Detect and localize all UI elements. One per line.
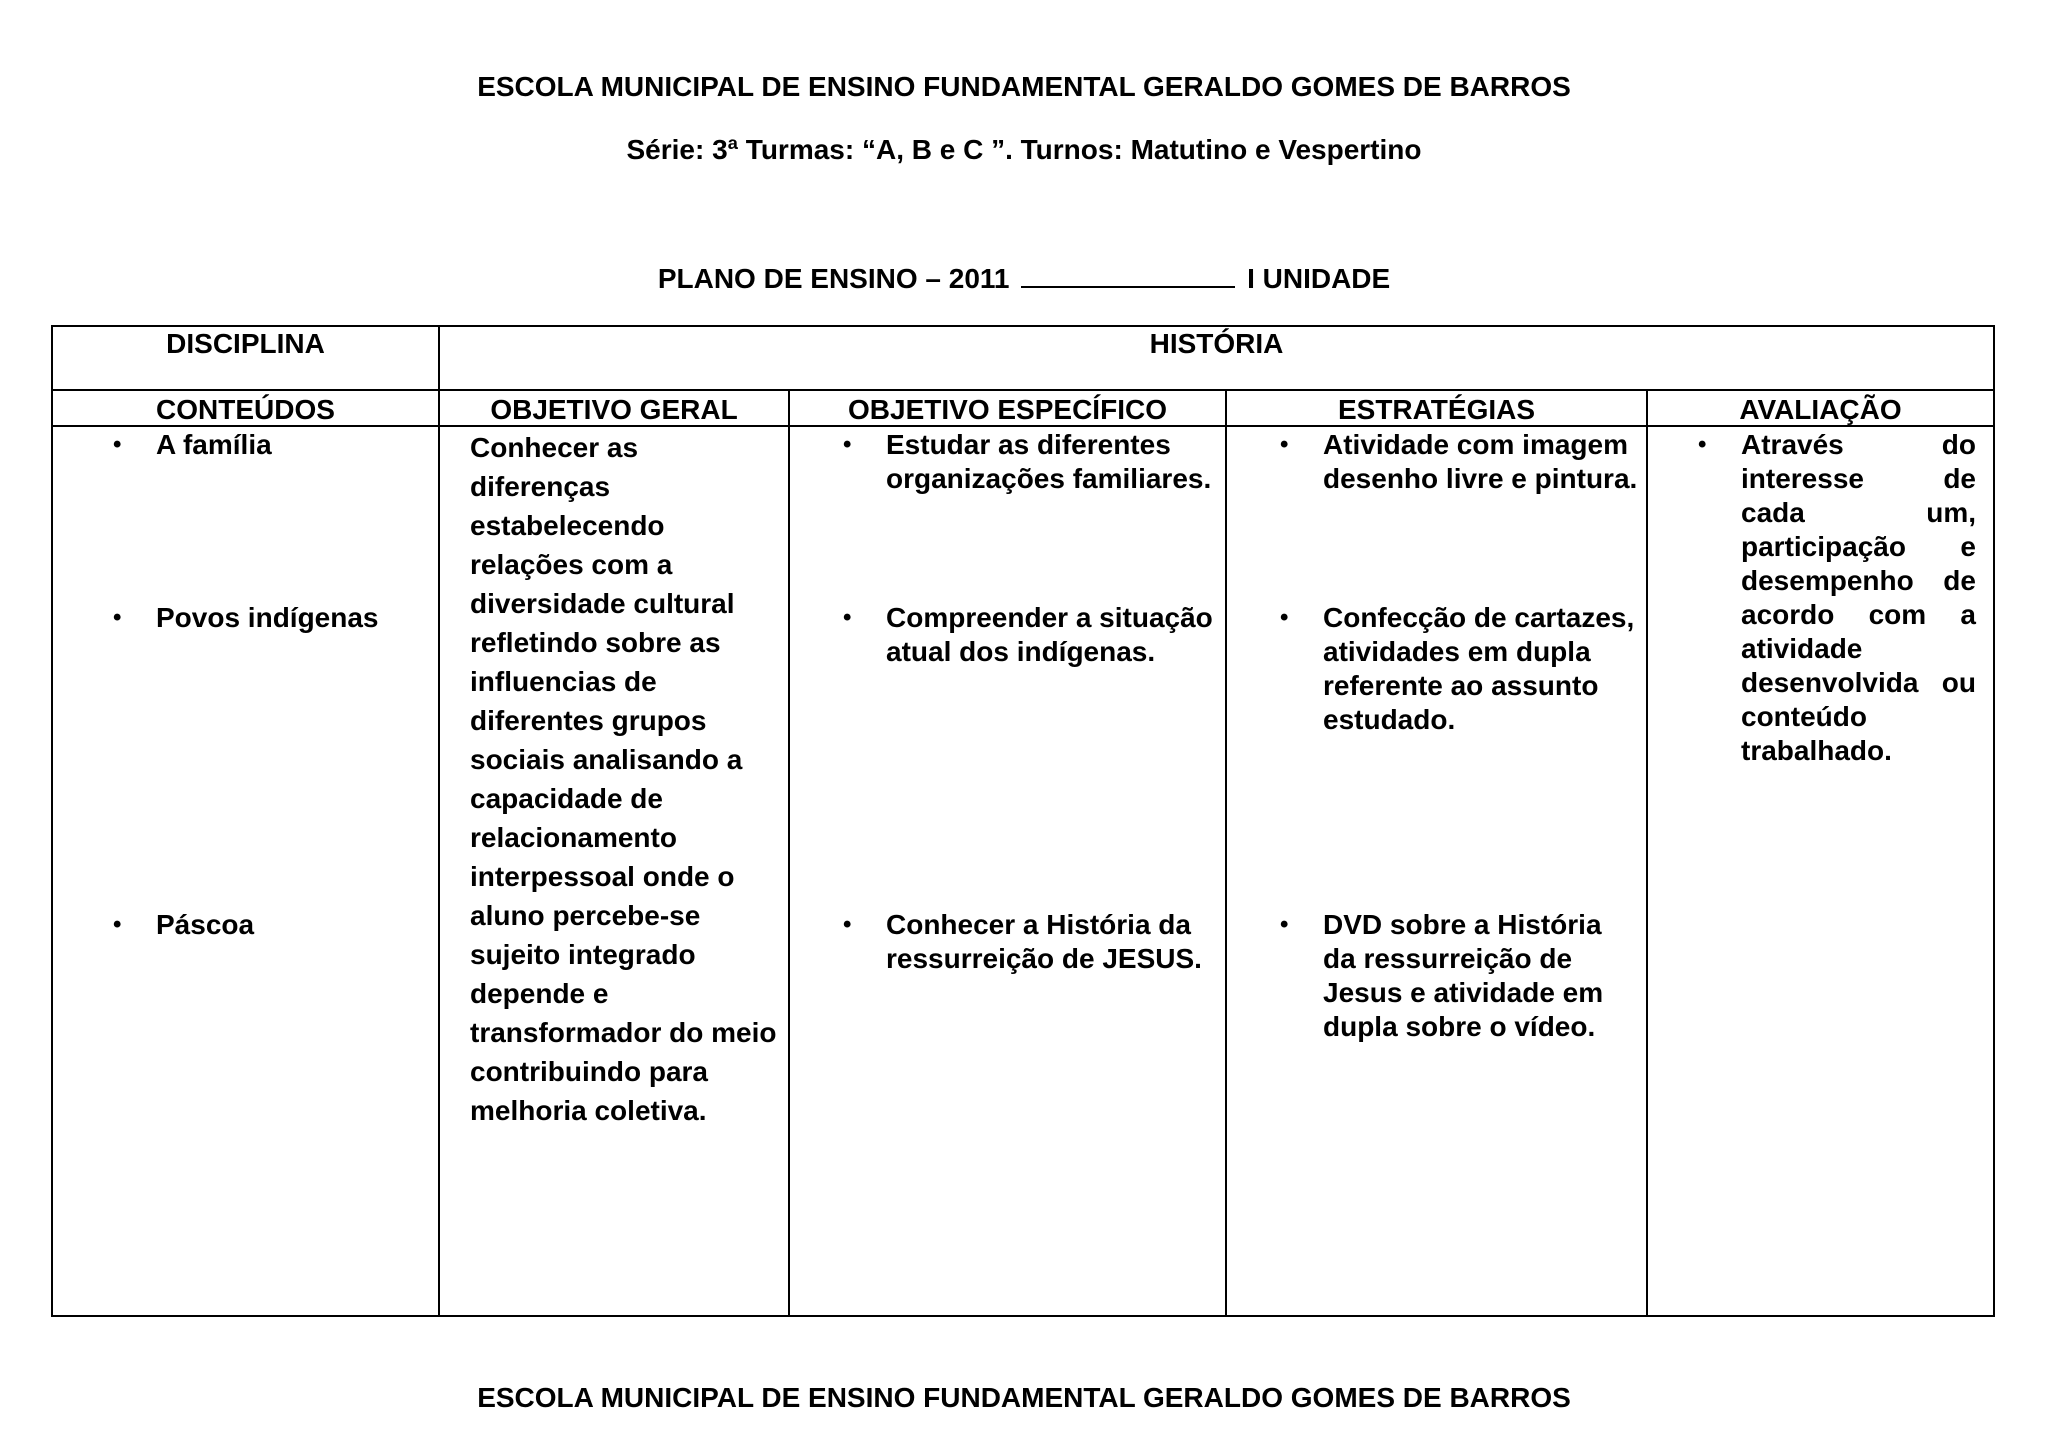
avaliacao-text: Através do interesse de cada um, participação e desempenho de acordo com a atividade desenvolvida ou conteúdo trabalhado.: [1741, 429, 1976, 766]
table-divider: [438, 327, 440, 1315]
bullet-icon: •: [843, 431, 852, 458]
bullet-icon: •: [1280, 911, 1289, 938]
column-header-conteudos: CONTEÚDOS: [156, 394, 335, 425]
objetivo-especifico-text: Conhecer a História da ressurreição de JESUS.: [886, 909, 1202, 974]
column-header-estrategias: ESTRATÉGIAS: [1337, 394, 1536, 425]
bullet-icon: •: [1280, 431, 1289, 458]
conteudo-text: Povos indígenas: [156, 602, 379, 633]
footer-school-title: ESCOLA MUNICIPAL DE ENSINO FUNDAMENTAL GERALDO GOMES DE BARROS: [477, 1382, 1571, 1413]
bullet-icon: •: [113, 604, 122, 631]
blank-line: [1021, 262, 1235, 288]
bullet-icon: •: [843, 604, 852, 631]
discipline-value: HISTÓRIA: [1149, 328, 1284, 359]
estrategia-text: DVD sobre a História da ressurreição de Jesus e atividade em dupla sobre o vídeo.: [1323, 909, 1604, 1042]
table-divider: [53, 389, 1993, 391]
conteudos-cell: [53, 428, 438, 1308]
column-header-avaliacao: AVALIAÇÃO: [1739, 394, 1902, 425]
avaliacao-cell: [1648, 428, 1993, 1308]
plan-title-right: I UNIDADE: [1247, 263, 1391, 294]
conteudo-text: A família: [156, 429, 272, 460]
plan-title: [0, 262, 2048, 296]
bullet-icon: •: [113, 911, 122, 938]
bullet-icon: •: [1280, 604, 1289, 631]
objetivo-especifico-text: Estudar as diferentes organizações familiares.: [886, 429, 1212, 494]
bullet-icon: •: [1698, 431, 1707, 458]
bullet-icon: •: [843, 911, 852, 938]
objetivo-geral-text: Conhecer as diferenças estabelecendo relações com a diversidade cultural refletindo sobre as influencias de diferentes grupos sociais analisando a capacidade de relacionamento interpessoal onde o aluno percebe-se sujeito integrado depende e transformador do meio contribuindo para melhoria coletiva.: [470, 432, 777, 1126]
class-info-subtitle: Série: 3ª Turmas: “A, B e C ”. Turnos: Matutino e Vespertino: [626, 134, 1422, 165]
estrategia-text: Confecção de cartazes, atividades em dupla referente ao assunto estudado.: [1323, 602, 1635, 735]
conteudo-text: Páscoa: [156, 909, 255, 940]
plan-title-left: PLANO DE ENSINO – 2011: [657, 263, 1010, 294]
objetivo-especifico-cell: [790, 428, 1225, 1308]
objetivo-especifico-text: Compreender a situação atual dos indígenas.: [886, 602, 1213, 667]
estrategia-text: Atividade com imagem desenho livre e pintura.: [1323, 429, 1638, 494]
bullet-icon: •: [113, 431, 122, 458]
discipline-label: DISCIPLINA: [166, 328, 325, 359]
column-header-objetivo-geral: OBJETIVO GERAL: [490, 394, 738, 425]
teaching-plan-table: [51, 325, 1995, 1317]
school-title: ESCOLA MUNICIPAL DE ENSINO FUNDAMENTAL GERALDO GOMES DE BARROS: [477, 71, 1571, 102]
estrategias-cell: [1227, 428, 1646, 1308]
column-header-objetivo-especifico: OBJETIVO ESPECÍFICO: [848, 394, 1167, 425]
